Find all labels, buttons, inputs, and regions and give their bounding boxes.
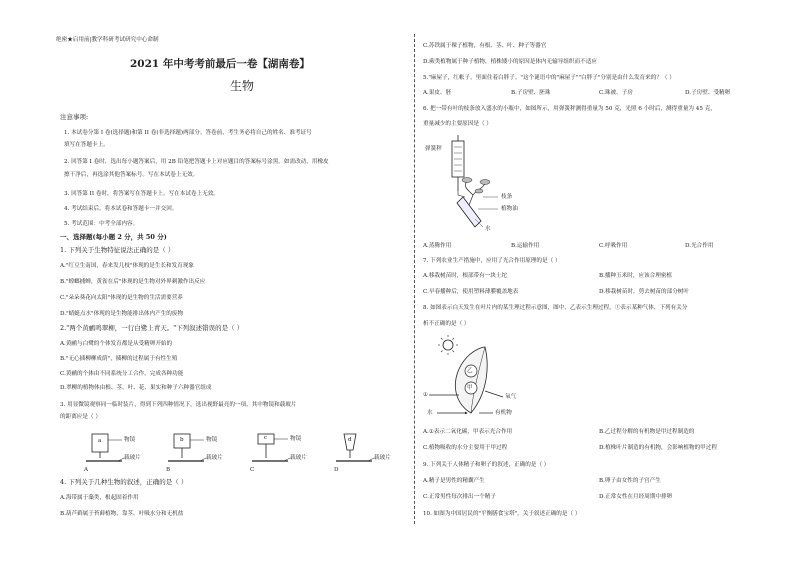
objective-label: 物镜 xyxy=(290,436,302,442)
microscope-drawing xyxy=(82,432,152,466)
answer-option[interactable]: D."蜻蜓点水"体现的是生物能排出体内产生的废物 xyxy=(60,311,184,317)
section-heading: 一、选择题(每小题 2 分，共 50 分) xyxy=(60,233,167,241)
answer-option[interactable]: D.蕨类植物属于种子植物，植株矮小的原因是体内无输导组织而不适应 xyxy=(423,59,597,65)
left-column xyxy=(56,0,408,562)
answer-option[interactable]: A.蒸腾作用 xyxy=(423,243,452,249)
question-stem: 7. 下列农业生产措施中，应用了光合作用原理的是（ ） xyxy=(423,258,561,264)
answer-option[interactable]: C.苏铁属于裸子植物，有根、茎、叶、种子等器官 xyxy=(423,43,547,49)
answer-option[interactable]: D.翠柳的植物体由根、茎、叶、花、果实和种子六种器官组成 xyxy=(60,385,212,391)
answer-option[interactable]: A.移栽树苗时，根部带有一块土坨 xyxy=(423,273,508,279)
branch-label: 枝条 xyxy=(501,194,513,200)
answer-option[interactable]: D.移栽树苗时，剪去树苗的部分树叶 xyxy=(599,289,689,295)
question-stem: 的距离应是（ ） xyxy=(60,414,101,420)
answer-option[interactable]: D.正常女性在月经周期中排卵 xyxy=(599,494,673,500)
instruction-line: 5. 考试范围：中考全部内容。 xyxy=(64,221,139,227)
answer-option[interactable]: B.播种玉米时，应该合理密植 xyxy=(599,273,673,279)
question-stem: 2."两个黄鹂鸣翠柳，一行白鹭上青天。"下列叙述错误的是（ ） xyxy=(60,324,244,332)
spring-scale-label: 弹簧秤 xyxy=(425,146,442,152)
choice-letter[interactable]: B xyxy=(166,467,171,473)
gas-label: ① xyxy=(423,392,429,398)
question-stem: 4. 下列关于几种生物的叙述，正确的是（ ） xyxy=(60,478,188,486)
answer-option[interactable]: B.卵子由女性的子宫产生 xyxy=(599,478,661,484)
oil-label: 植物油 xyxy=(501,206,518,212)
diagram-letter: c xyxy=(264,435,268,441)
water-label: 水 xyxy=(485,226,491,232)
water-label: 水 xyxy=(427,410,433,416)
instructions-heading: 注意事项: xyxy=(60,113,89,121)
diagram-letter: a xyxy=(98,438,102,444)
answer-option[interactable]: B.葫芦藓属于苔藓植物，靠茎、叶吸水分和无机盐 xyxy=(60,511,184,517)
answer-option[interactable]: A.海带属于藻类，根起固着作用 xyxy=(60,495,139,501)
microscope-figure-c xyxy=(248,432,318,466)
instruction-line: 3. 回答第 II 卷时，将答案写在答题卡上。写在本试卷上无效。 xyxy=(64,191,219,197)
answer-option[interactable]: C.正常男性每次排出一个精子 xyxy=(423,494,496,500)
oxygen-label: 氧气 xyxy=(505,394,517,400)
leaf-diagram xyxy=(423,333,543,425)
right-column xyxy=(423,0,775,562)
question-stem: 8. 如图表示白天发生在叶片内的某生理过程示意图，图中，乙表示生理过程，①表示某种气体，下列有关分 xyxy=(423,305,688,311)
subject-title: 生物 xyxy=(230,79,255,93)
slide-label: 载玻片 xyxy=(290,455,307,461)
question-stem: 5."麻屋子，红帐子，里面住着白胖子。"这个谜语中的"麻屋子""白胖子"分别是由什么发育来的？（ ） xyxy=(423,75,675,81)
question-stem: 1. 下列关于生物特征说法正确的是（ ） xyxy=(60,246,175,254)
instruction-line: 4. 考试结束后，将本试卷和答题卡一并交回。 xyxy=(64,206,178,212)
answer-option[interactable]: A.①表示二氧化碳，甲表示光合作用 xyxy=(423,429,513,435)
microscope-figure-a xyxy=(82,432,152,466)
microscope-figure-b xyxy=(164,432,234,466)
question-stem: 3. 用显微镜观察同一临时装片，得到下列四种情况下，选出视野最亮的一项，其中物镜和载玻片 xyxy=(60,402,297,408)
answer-option[interactable]: C.黄鹂的个体由不同系统分工合作，完成各种功能 xyxy=(60,371,184,377)
answer-option[interactable]: B.子房壁、胚珠 xyxy=(511,90,551,96)
answer-option[interactable]: A.果皮、胚 xyxy=(423,90,452,96)
slide-label: 载玻片 xyxy=(124,455,141,461)
instruction-line: 2. 回答第 I 卷时，选出每小题答案后，用 2B 铅笔把答题卡上对应题目的答案标号涂黑。如需改动，用橡皮 xyxy=(64,159,329,165)
question-stem: 10. 如图为中国居民的"平衡膳食宝塔"，关于叙述正确的是（ ） xyxy=(423,511,581,517)
choice-letter[interactable]: D xyxy=(334,467,339,473)
column-divider xyxy=(414,34,415,524)
instruction-line: 擦干净后，再选涂其他答案标号。写在本试卷上无效。 xyxy=(64,172,199,178)
answer-option[interactable]: C.早春播种后，使用塑料薄膜覆盖地表 xyxy=(423,289,519,295)
answer-option[interactable]: D.植株叶片制造的有机物，会影响植物的甲过程 xyxy=(599,445,717,451)
instruction-line: 填写在答题卡上。 xyxy=(64,142,109,148)
answer-option[interactable]: A.黄鹂与白鹭的个体发育都是从受精卵开始的 xyxy=(60,341,173,347)
answer-option[interactable]: C.珠被、子房 xyxy=(599,90,633,96)
question-stem: 6. 把一带有叶的枝条放入盛水的小瓶中，如图所示，用弹簧秤测得重量为 50 克，光照 6 小时后，测得重量为 45 克， xyxy=(423,106,716,112)
choice-letter[interactable]: A xyxy=(84,467,89,473)
organic-label: 有机物 xyxy=(495,410,512,416)
answer-option[interactable]: D.子房壁、受精卵 xyxy=(685,90,731,96)
diagram-letter: d xyxy=(348,437,352,443)
answer-option[interactable]: B."无心插柳柳成荫"，插柳的过程属于有性生殖 xyxy=(60,356,178,362)
secret-note: 绝密★启用前|教学科研考试研究中心命制 xyxy=(56,37,159,43)
answer-option[interactable]: B."螳螂捕蝉，黄雀在后"体现的是生物对外界刺激作出反应 xyxy=(60,279,206,285)
question-stem: 重量减少的主要原因是（ ） xyxy=(423,121,492,127)
question-stem: 析不正确的是（ ） xyxy=(423,321,470,327)
microscope-drawing xyxy=(332,432,402,466)
answer-option[interactable]: C."朵朵葵花向太阳"体现的是生物的生活需要营养 xyxy=(60,295,183,301)
answer-option[interactable]: C.呼吸作用 xyxy=(599,243,628,249)
slide-label: 载玻片 xyxy=(374,455,391,461)
microscope-figure-d xyxy=(332,432,402,466)
answer-option[interactable]: B.运输作用 xyxy=(511,243,540,249)
exam-title: 2021 年中考考前最后一卷【湖南卷】 xyxy=(130,58,310,70)
microscope-drawing xyxy=(248,432,318,466)
choice-letter[interactable]: C xyxy=(250,467,255,473)
answer-option[interactable]: D.光合作用 xyxy=(685,243,714,249)
microscope-drawing xyxy=(164,432,234,466)
diagram-letter: b xyxy=(180,437,184,443)
answer-option[interactable]: B.乙过程分解的有机物是甲过程制造的 xyxy=(599,429,695,435)
objective-label: 物镜 xyxy=(206,437,218,443)
slide-label: 载玻片 xyxy=(206,455,223,461)
answer-option[interactable]: A.精子是男性的精囊产生 xyxy=(423,478,485,484)
objective-label: 物镜 xyxy=(124,437,136,443)
spring-scale-drawing xyxy=(423,135,553,235)
process-label-jia: 甲 xyxy=(467,385,473,391)
leaf-process-drawing xyxy=(423,333,543,425)
answer-option[interactable]: A."红豆生南国，春来发几枝"体现的是生长和发育现象 xyxy=(60,263,195,269)
answer-option[interactable]: C.植物吸收的水分主要用于甲过程 xyxy=(423,445,508,451)
question-stem: 9. 下列关于人体精子和卵子的叙述，正确的是（ ） xyxy=(423,462,550,468)
process-label-yi: 乙 xyxy=(467,368,473,374)
instruction-line: 1. 本试卷分第 I 卷(选择题)和第 II 卷(非选择题)两部分。答卷前，考生务必将自己的姓名、准考证号 xyxy=(64,130,312,136)
spring-scale-figure xyxy=(423,135,553,235)
